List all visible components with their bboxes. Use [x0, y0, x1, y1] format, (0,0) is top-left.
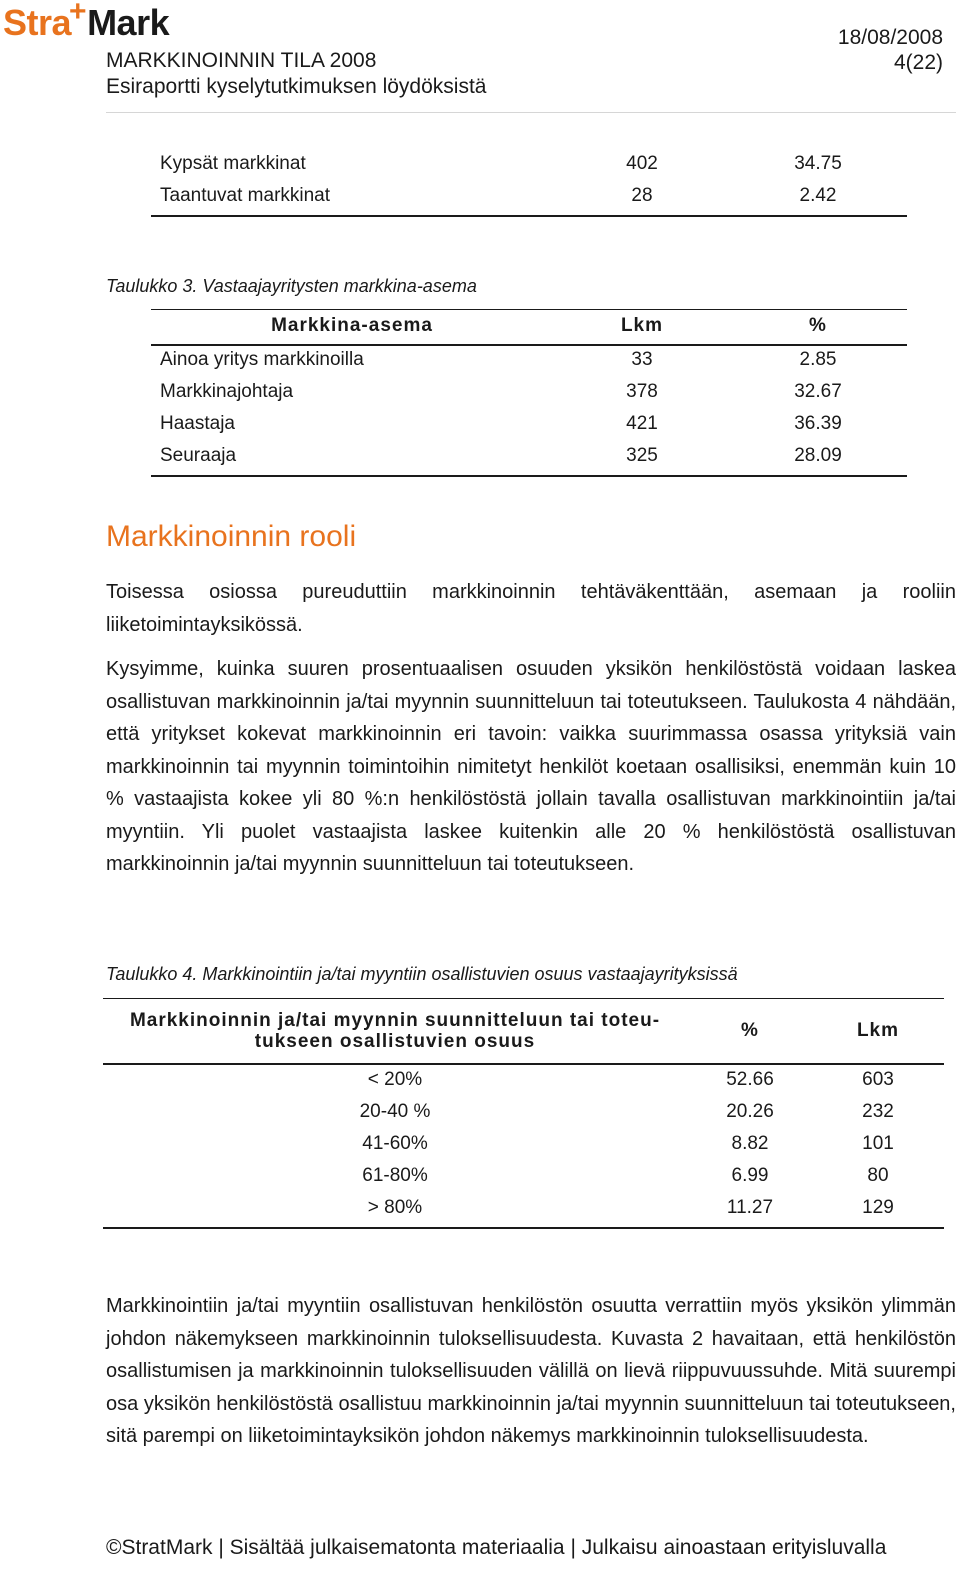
logo-text-stra: Stra	[3, 2, 72, 43]
table4-row-3-lkm: 101	[862, 1133, 894, 1154]
table4-row-5-label: > 80%	[367, 1197, 423, 1218]
table-prev-bottom-rule	[151, 215, 907, 217]
logo-text-mark: Mark	[87, 2, 170, 43]
table3-bottom-rule	[151, 475, 907, 477]
logo-plus: +	[69, 0, 87, 28]
table3-header-pct: %	[809, 315, 827, 336]
document-title: MARKKINOINNIN TILA 2008	[106, 49, 377, 72]
table-prev-row-2-pct: 2.42	[799, 185, 837, 206]
section-title: Markkinoinnin rooli	[106, 520, 357, 553]
table4-row-3-label: 41-60%	[362, 1133, 428, 1154]
table3-row-3-label: Haastaja	[160, 413, 235, 434]
table4-row-4-lkm: 80	[867, 1165, 889, 1186]
table3-caption: Taulukko 3. Vastaajayritysten markkina-asema	[106, 276, 477, 296]
table3-row-1-label: Ainoa yritys markkinoilla	[160, 349, 364, 370]
table4-row-3-pct: 8.82	[731, 1133, 769, 1154]
table4-row-5-lkm: 129	[862, 1197, 894, 1218]
table4-row-1-pct: 52.66	[726, 1069, 774, 1090]
table-prev-row-1-label: Kypsät markkinat	[160, 153, 306, 174]
table3-header-lkm: Lkm	[620, 315, 664, 336]
table3-row-2-label: Markkinajohtaja	[160, 381, 294, 402]
page-footer: ©StratMark | Sisältää julkaisematonta materiaalia | Julkaisu ainoastaan erityisluvalla	[106, 1536, 887, 1559]
table4-bottom-rule	[103, 1227, 944, 1229]
table-prev-row-2-label: Taantuvat markkinat	[160, 185, 331, 206]
table4-row-4-label: 61-80%	[362, 1165, 428, 1186]
table3-top-rule	[151, 309, 907, 310]
table3-row-2-pct: 32.67	[794, 381, 842, 402]
table4-caption: Taulukko 4. Markkinointiin ja/tai myyntiin osallistuvien osuus vastaajayrityksissä	[106, 964, 738, 984]
table-prev-row-2-lkm: 28	[631, 185, 653, 206]
table3-row-1-pct: 2.85	[799, 349, 837, 370]
table-prev-row-1-lkm: 402	[626, 153, 658, 174]
table3-row-3-pct: 36.39	[794, 413, 842, 434]
table4-row-2-label: 20-40 %	[359, 1101, 431, 1122]
stratmark-logo	[3, 2, 169, 44]
table3-row-4-label: Seuraaja	[160, 445, 237, 466]
table3-row-1-lkm: 33	[631, 349, 653, 370]
table4-header-label	[105, 1010, 685, 1052]
table-prev-row-1-pct: 34.75	[794, 153, 842, 174]
table3-row-4-lkm: 325	[626, 445, 658, 466]
table4-row-5-pct: 11.27	[726, 1197, 774, 1218]
table4-header-lkm: Lkm	[856, 1020, 900, 1041]
table4-header-rule	[103, 1063, 944, 1065]
table4-header-label-line-1: Markkinoinnin ja/tai myynnin suunnitteluun tai toteu-	[129, 1010, 661, 1031]
table4-row-2-lkm: 232	[862, 1101, 894, 1122]
table4-top-rule	[103, 998, 944, 999]
document-subtitle: Esiraportti kyselytutkimuksen löydöksistä	[106, 75, 487, 98]
page-number: 4(22)	[893, 51, 943, 74]
table4-row-4-pct: 6.99	[731, 1165, 769, 1186]
table3-header-label: Markkina-asema	[271, 315, 433, 336]
table4-row-1-label: < 20%	[367, 1069, 423, 1090]
table3-row-3-lkm: 421	[626, 413, 658, 434]
table3-header-rule	[151, 344, 907, 346]
table4-header-label-line-2: tukseen osallistuvien osuus	[254, 1031, 536, 1052]
table4-row-1-lkm: 603	[862, 1069, 894, 1090]
document-date: 18/08/2008	[837, 26, 943, 49]
table3-row-2-lkm: 378	[626, 381, 658, 402]
table3-row-4-pct: 28.09	[794, 445, 842, 466]
section-paragraph-2: Kysyimme, kuinka suuren prosentuaalisen osuuden yksikön henkilöstöstä voidaan laskea osallistuvan markkinoinnin ja/tai myynnin suunnitteluun tai toteutukseen. Taulukosta 4 nähdään, että yritykset kokevat markkinoinnin eri tavoin: vaikka suurimmassa osassa yrityksiä vain markkinoinnin tai myynnin toimintoihin nimitetyt henkilöt koetaan osallisiksi, enemmän kuin 10 % vastaajista kokee yli 80 %:n henkilöstöstä jollain tavalla osallistuvan markkinointiin ja/tai myyntiin. Yli puolet vastaajista laskee kuitenkin alle 20 % henkilöstöstä osallistuvan markkinoinnin ja/tai myynnin suunnitteluun tai toteutukseen.	[106, 658, 956, 875]
header-divider	[106, 112, 956, 113]
table4-row-2-pct: 20.26	[726, 1101, 774, 1122]
paragraph-3: Markkinointiin ja/tai myyntiin osallistuvan henkilöstön osuutta verrattiin myös yksikön ylimmän johdon näkemykseen markkinoinnin tuloksellisuudesta. Kuvasta 2 havaitaan, että henkilöstön osallistumisen ja markkinoinnin tuloksellisuuden välillä on lievä riippuvuussuhde. Mitä suurempi osa yksikön henkilöstöstä osallistuu markkinoinnin ja/tai myynnin suunnitteluun tai toteutukseen, sitä parempi on liiketoimintayksikön johdon näkemys markkinoinnin tuloksellisuudesta.	[106, 1295, 956, 1447]
table4-header-pct: %	[741, 1020, 759, 1041]
section-paragraph-1: Toisessa osiossa pureuduttiin markkinoinnin tehtäväkenttään, asemaan ja rooliin liiketoimintayksikössä.	[106, 581, 956, 636]
